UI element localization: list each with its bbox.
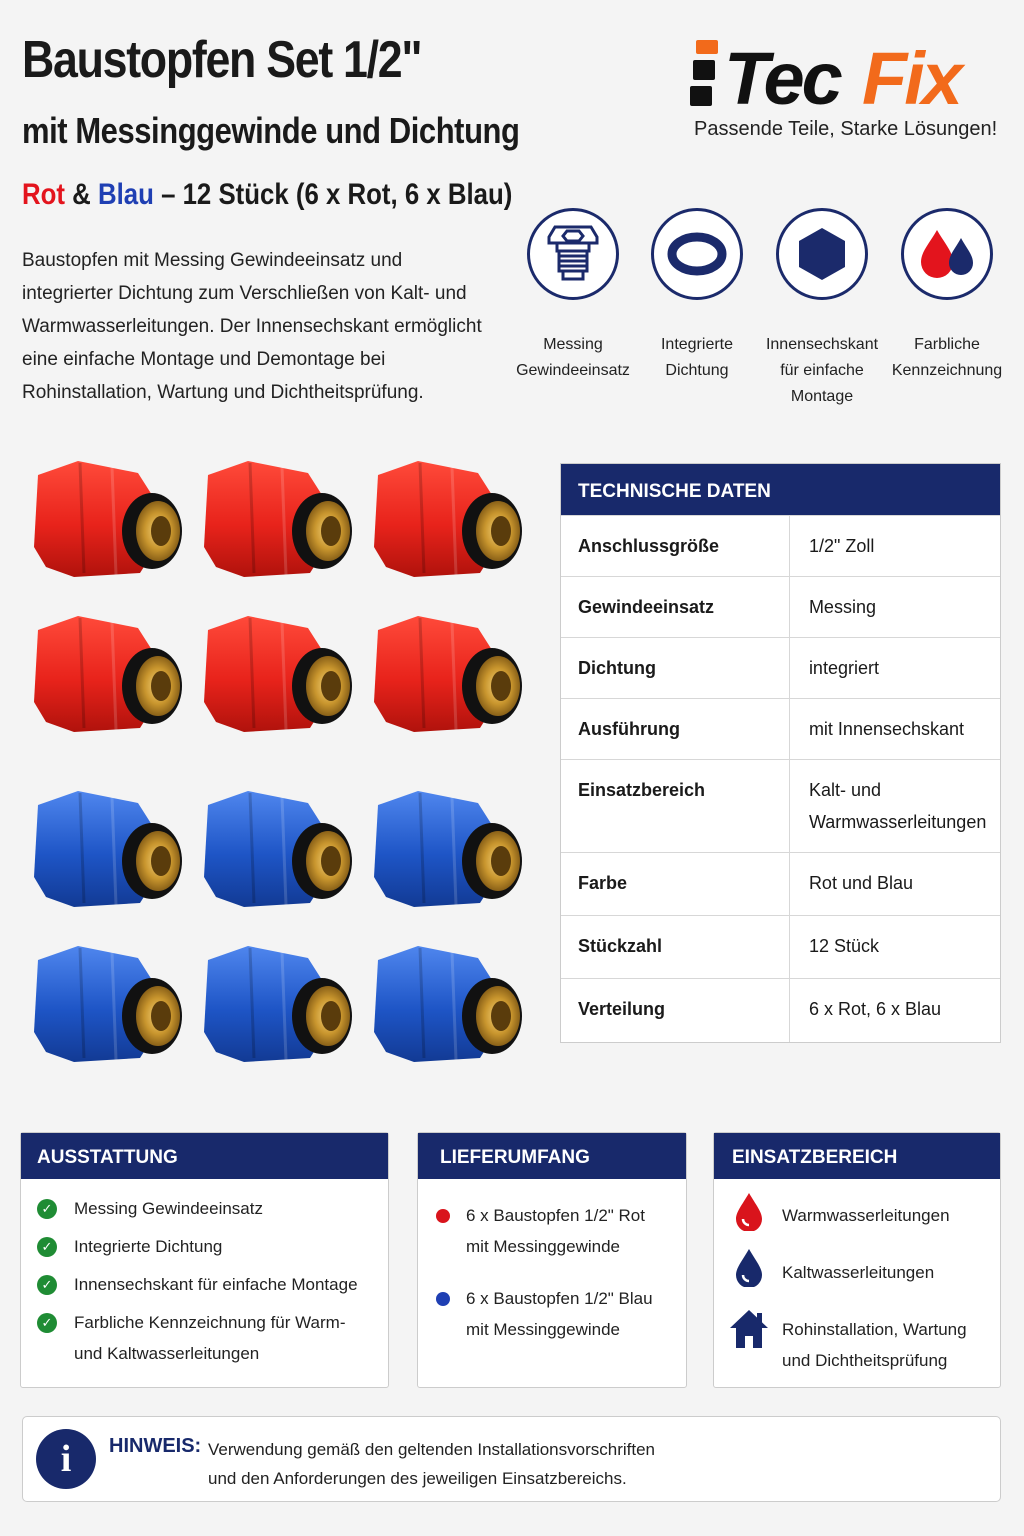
- feature-label-line: Integrierte: [660, 336, 734, 353]
- red-stopper: [204, 461, 352, 577]
- blue-drop-icon: [734, 1247, 764, 1287]
- table-key: Gewindeeinsatz: [561, 577, 789, 638]
- color-drops-icon: [915, 226, 979, 282]
- table-row: [561, 760, 1000, 853]
- table-value: mit Innensechskant: [789, 699, 1000, 760]
- list-item: Farbliche Kennzeichnung für Warm- und Kaltwasserleitungen: [74, 1313, 346, 1363]
- technical-data-table: [560, 463, 1001, 1043]
- feature-circle: [651, 208, 743, 300]
- table-key: Verteilung: [561, 979, 789, 1042]
- check-icon: ✓: [37, 1313, 57, 1333]
- technical-data-heading: TECHNISCHE DATEN: [561, 464, 1000, 515]
- table-row: [561, 577, 1000, 638]
- check-icon: ✓: [37, 1237, 57, 1257]
- color-blue-label: Blau: [97, 178, 154, 211]
- tecfix-logo-icon: [690, 38, 1000, 108]
- blue-stopper: [34, 946, 182, 1062]
- feature-color-coding: [885, 208, 1009, 384]
- feature-circle: [527, 208, 619, 300]
- table-key: Einsatzbereich: [561, 760, 789, 853]
- table-row: [561, 916, 1000, 979]
- note-box: [22, 1416, 1001, 1502]
- product-image-grid: [20, 455, 530, 1095]
- equipment-heading: AUSSTATTUNG: [21, 1133, 388, 1179]
- list-item-line: Rohinstallation, Wartung: [782, 1320, 967, 1339]
- page-title: Baustopfen Set 1/2": [22, 31, 422, 89]
- table-key: Anschlussgröße: [561, 516, 789, 577]
- brand-logo: [690, 38, 1000, 108]
- list-item: Integrierte Dichtung: [74, 1237, 223, 1256]
- note-text-line: und den Anforderungen des jeweiligen Einsatzbereichs.: [208, 1469, 627, 1488]
- equipment-box: [20, 1132, 389, 1388]
- table-value: Kalt- und Warmwasserleitungen: [789, 760, 1000, 853]
- quantity-summary: – 12 Stück (6 x Rot, 6 x Blau): [161, 178, 513, 211]
- check-icon: ✓: [37, 1199, 57, 1219]
- color-red-label: Rot: [22, 178, 65, 211]
- feature-label-line: Farbliche: [914, 336, 980, 353]
- intro-text: Baustopfen mit Messing Gewindeeinsatz und integrierter Dichtung zum Verschließen von Kalt- und Warmwasserleitungen. Der Innensechskant ermöglicht eine einfache Montage und Demontage bei Rohinstallation, Wartung und Dichtheitsprüfung.: [22, 250, 482, 403]
- blue-dot-icon: [436, 1292, 450, 1306]
- feature-circle: [776, 208, 868, 300]
- table-key: Ausführung: [561, 699, 789, 760]
- blue-stopper: [374, 791, 522, 907]
- table-value: integriert: [789, 638, 1000, 699]
- feature-label-line: für einfache: [780, 362, 864, 379]
- note-text: [208, 1435, 968, 1493]
- brand-name-tec: Tec: [724, 38, 840, 108]
- hexagon-icon: [796, 226, 848, 282]
- feature-label-line: Kennzeichnung: [891, 362, 1003, 379]
- red-stopper-row-1: [34, 461, 522, 577]
- table-row: [561, 853, 1000, 916]
- table-row: [561, 699, 1000, 760]
- list-item: [466, 1200, 645, 1262]
- feature-seal: [635, 208, 759, 384]
- check-icon: ✓: [37, 1275, 57, 1295]
- feature-label-line: Gewindeeinsatz: [516, 362, 630, 379]
- table-value: Messing: [789, 577, 1000, 638]
- house-icon: [728, 1308, 770, 1350]
- application-heading: EINSATZBEREICH: [714, 1133, 1000, 1179]
- list-item: Innensechskant für einfache Montage: [74, 1275, 358, 1294]
- table-row: [561, 638, 1000, 699]
- feature-label-line: Dichtung: [665, 362, 729, 379]
- info-icon: i: [36, 1429, 96, 1489]
- scope-heading: LIEFERUMFANG: [418, 1133, 686, 1179]
- color-amp: &: [72, 178, 91, 211]
- feature-label-line: Montage: [790, 388, 854, 405]
- note-text-line: Verwendung gemäß den geltenden Installationsvorschriften: [208, 1440, 656, 1459]
- red-stopper: [374, 616, 522, 732]
- list-item: [782, 1314, 967, 1376]
- list-item: [466, 1283, 653, 1345]
- table-key: Stückzahl: [561, 916, 789, 979]
- table-value: Rot und Blau: [789, 853, 1000, 916]
- list-item-line: mit Messinggewinde: [466, 1237, 621, 1256]
- table-value: 1/2" Zoll: [789, 516, 1000, 577]
- application-area-box: [713, 1132, 1001, 1388]
- blue-stopper: [34, 791, 182, 907]
- scope-of-delivery-box: [417, 1132, 687, 1388]
- feature-label-line: Messing: [543, 336, 603, 353]
- blue-stopper: [204, 791, 352, 907]
- feature-label-line: Innensechskant: [765, 336, 879, 353]
- seal-ring-icon: [667, 232, 727, 276]
- feature-circle: [901, 208, 993, 300]
- red-stopper: [204, 616, 352, 732]
- table-value: 6 x Rot, 6 x Blau: [789, 979, 1000, 1042]
- list-item: Warmwasserleitungen: [782, 1206, 950, 1225]
- list-item-line: mit Messinggewinde: [466, 1320, 621, 1339]
- red-stopper: [34, 616, 182, 732]
- feature-brass-insert: [511, 208, 635, 384]
- blue-stopper-row-1: [34, 791, 522, 907]
- blue-stopper: [204, 946, 352, 1062]
- red-stopper: [374, 461, 522, 577]
- list-item: Kaltwasserleitungen: [782, 1263, 935, 1282]
- red-stopper-row-2: [34, 616, 522, 732]
- brand-name-fix: Fix: [862, 38, 960, 108]
- blue-stopper-row-2: [34, 946, 522, 1062]
- table-row: [561, 516, 1000, 577]
- red-stopper: [34, 461, 182, 577]
- table-key: Dichtung: [561, 638, 789, 699]
- list-item-line: 6 x Baustopfen 1/2" Rot: [466, 1206, 645, 1225]
- list-item-line: 6 x Baustopfen 1/2" Blau: [466, 1289, 653, 1308]
- table-value: 12 Stück: [789, 916, 1000, 979]
- table-key: Farbe: [561, 853, 789, 916]
- list-item: Messing Gewindeeinsatz: [74, 1199, 263, 1218]
- red-dot-icon: [436, 1209, 450, 1223]
- note-label: HINWEIS:: [109, 1435, 202, 1457]
- brand-tagline: Passende Teile, Starke Lösungen!: [694, 118, 998, 140]
- color-summary: [22, 178, 512, 212]
- blue-stopper: [374, 946, 522, 1062]
- brass-insert-icon: [545, 223, 601, 285]
- list-item-line: und Dichtheitsprüfung: [782, 1351, 948, 1370]
- page-subtitle: mit Messinggewinde und Dichtung: [22, 110, 520, 151]
- red-drop-icon: [734, 1191, 764, 1231]
- feature-hex: [760, 208, 884, 410]
- table-row: [561, 979, 1000, 1042]
